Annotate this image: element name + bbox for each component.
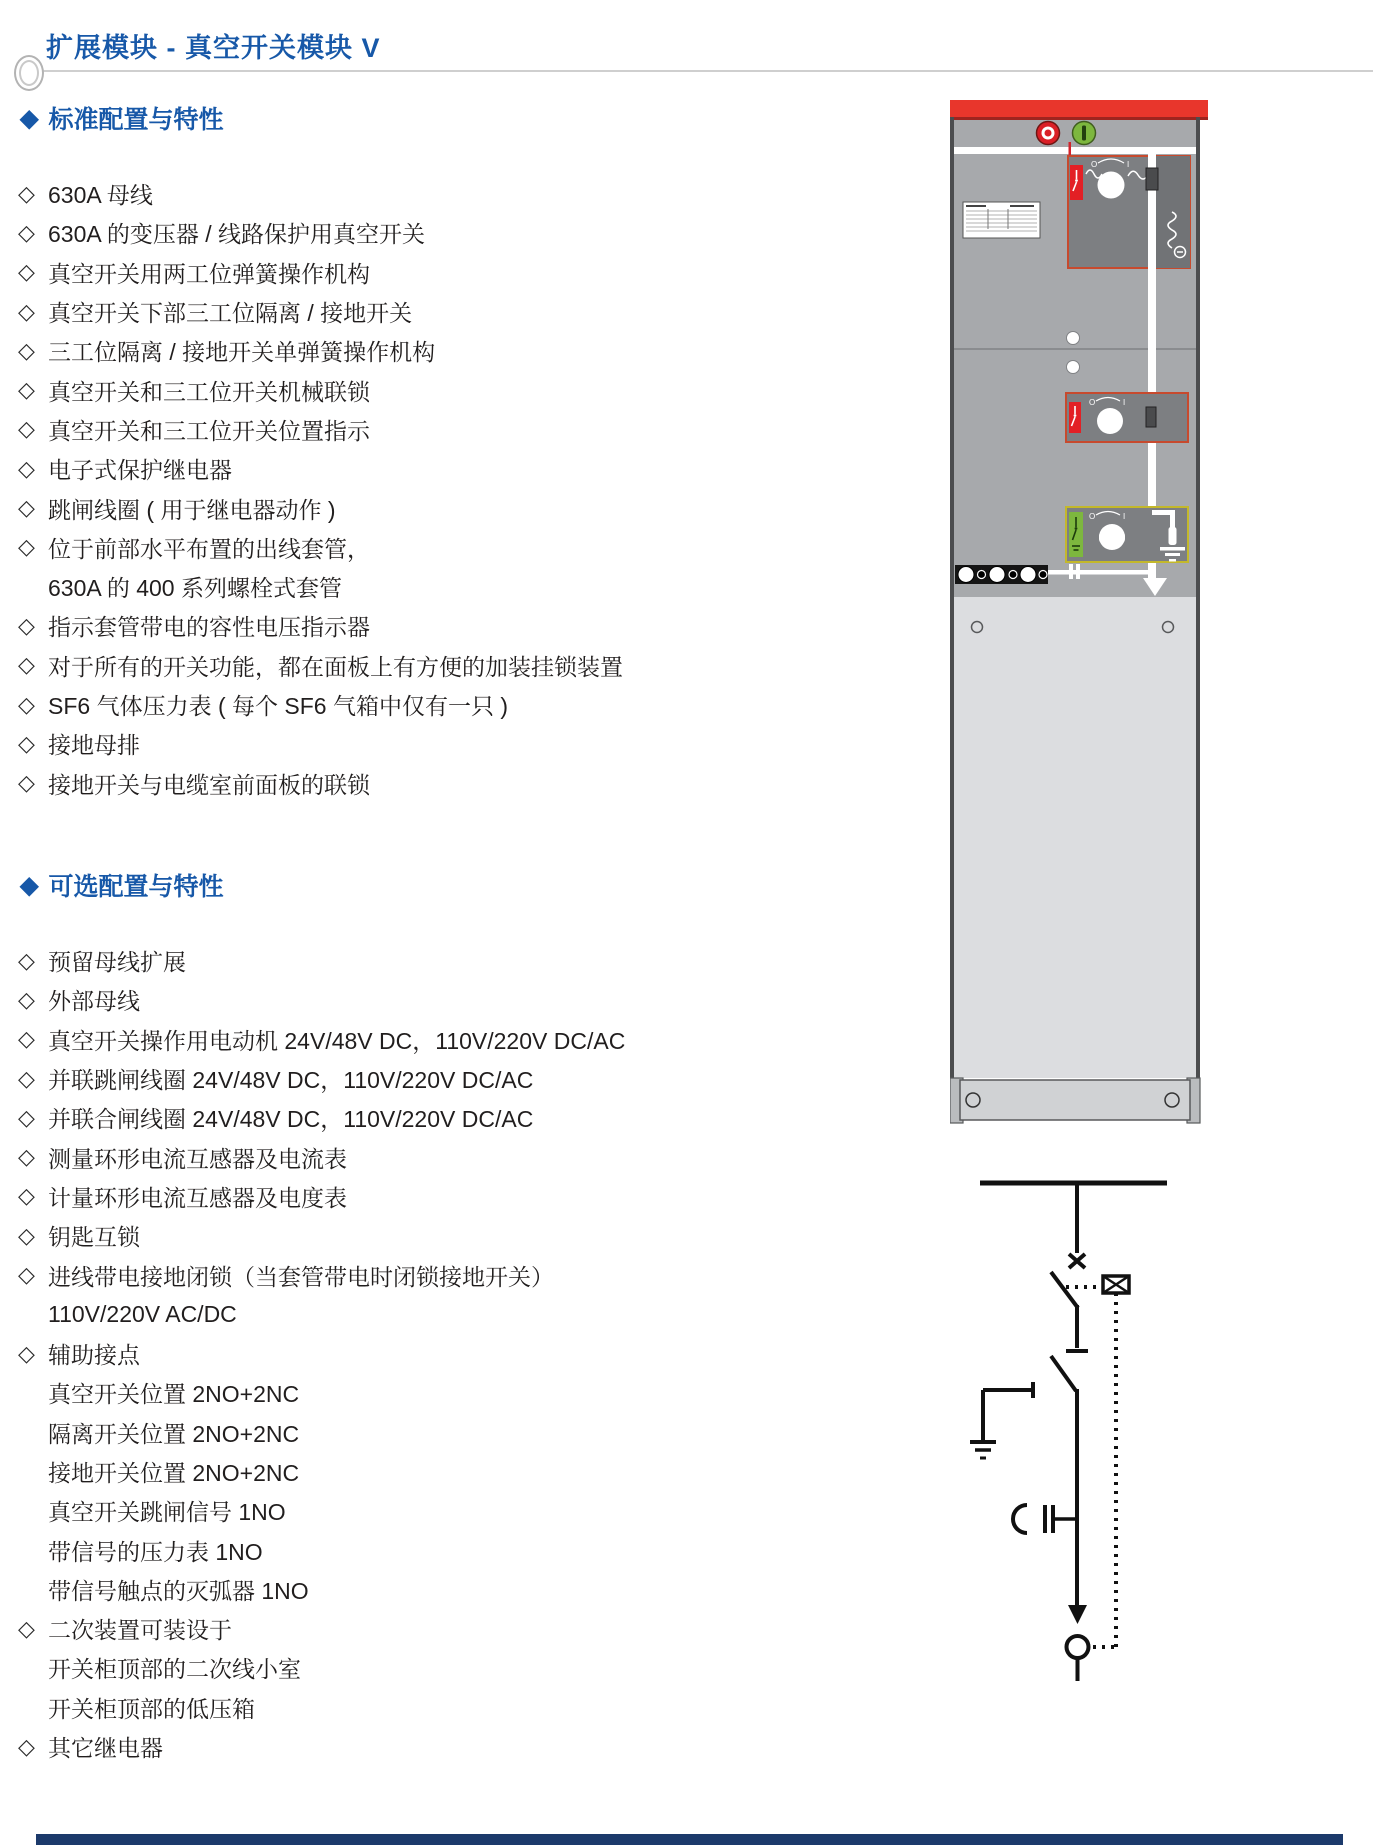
feature-item-text: 钥匙互锁 xyxy=(48,1224,140,1251)
feature-item-text: 110V/220V AC/DC xyxy=(48,1300,237,1327)
diamond-bullet-icon: ◇ xyxy=(18,259,35,285)
feature-item xyxy=(18,488,758,527)
panel-hole xyxy=(1067,332,1080,345)
feature-item xyxy=(18,1255,758,1294)
busbar-coupler xyxy=(1146,168,1158,190)
feature-item-text: 真空开关跳闸信号 1NO xyxy=(48,1499,286,1526)
diamond-marker-icon: ◆ xyxy=(20,104,39,132)
operating-shaft-socket xyxy=(1099,524,1125,550)
single-line-diagram xyxy=(945,1175,1215,1695)
feature-item xyxy=(18,174,758,213)
svg-text:O: O xyxy=(1089,512,1096,521)
feature-item xyxy=(18,1295,758,1334)
feature-item xyxy=(18,1570,758,1609)
feature-item-text: 开关柜顶部的低压箱 xyxy=(48,1695,255,1722)
svg-text:I: I xyxy=(1127,160,1130,169)
feature-item xyxy=(18,1373,758,1412)
optional-feature-list xyxy=(18,941,758,1766)
svg-text:O: O xyxy=(1089,398,1096,407)
feature-item-text: 带信号触点的灭弧器 1NO xyxy=(48,1577,309,1604)
header-divider xyxy=(34,70,1373,72)
disconnector-blade xyxy=(1051,1272,1078,1308)
feature-item xyxy=(18,1020,758,1059)
feature-item-text: 测量环形电流互感器及电流表 xyxy=(48,1145,347,1172)
diamond-bullet-icon: ◇ xyxy=(18,1262,35,1288)
feature-item-text: 真空开关位置 2NO+2NC xyxy=(48,1381,300,1408)
panel-hole xyxy=(1067,361,1080,374)
feature-item xyxy=(18,941,758,980)
diamond-bullet-icon: ◇ xyxy=(18,1144,35,1170)
diamond-bullet-icon: ◇ xyxy=(18,455,35,481)
feature-item xyxy=(18,763,758,802)
feature-item-text: 其它继电器 xyxy=(48,1735,163,1762)
diamond-bullet-icon: ◇ xyxy=(18,337,35,363)
diamond-bullet-icon: ◇ xyxy=(18,416,35,442)
feature-item-text: 对于所有的开关功能，都在面板上有方便的加装挂锁装置 xyxy=(48,653,623,680)
feature-item xyxy=(18,646,758,685)
button-link-line xyxy=(1069,142,1072,156)
feature-item-text: 并联合闸线圈 24V/48V DC，110V/220V DC/AC xyxy=(48,1106,534,1133)
earthing-switch-blade xyxy=(1051,1356,1076,1391)
feature-item-text: 真空开关和三工位开关机械联锁 xyxy=(48,378,370,405)
feature-item xyxy=(18,1177,758,1216)
feature-item xyxy=(18,1098,758,1137)
diamond-bullet-icon: ◇ xyxy=(18,691,35,717)
feature-item xyxy=(18,1137,758,1176)
section-header-optional xyxy=(20,867,223,903)
diamond-bullet-icon: ◇ xyxy=(18,180,35,206)
operating-shaft-socket xyxy=(1097,408,1123,434)
diamond-bullet-icon: ◇ xyxy=(18,652,35,678)
diamond-bullet-icon: ◇ xyxy=(18,612,35,638)
feature-item-text: 并联跳闸线圈 24V/48V DC，110V/220V DC/AC xyxy=(48,1067,534,1094)
diamond-bullet-icon: ◇ xyxy=(18,947,35,973)
vcb-mechanism-panel xyxy=(1068,156,1190,268)
feature-item-text: 计量环形电流互感器及电度表 xyxy=(48,1184,347,1211)
svg-text:I: I xyxy=(1123,512,1126,521)
feature-item-text: 隔离开关位置 2NO+2NC xyxy=(48,1420,300,1447)
feature-item-text: 真空开关下部三工位隔离 / 接地开关 xyxy=(48,300,413,327)
feature-item-text: 三工位隔离 / 接地开关单弹簧操作机构 xyxy=(48,339,436,366)
feature-item xyxy=(18,213,758,252)
svg-text:I: I xyxy=(1123,398,1126,407)
page-title: 扩展模块 - 真空开关模块 V xyxy=(46,33,381,63)
feature-item-text: 接地开关与电缆室前面板的联锁 xyxy=(48,771,370,798)
feature-item-text: SF6 气体压力表 ( 每个 SF6 气箱中仅有一只 ) xyxy=(48,693,509,719)
feature-item-text: 接地母排 xyxy=(48,732,140,759)
ground-symbol xyxy=(970,1442,996,1458)
feature-item xyxy=(18,1491,758,1530)
diamond-bullet-icon: ◇ xyxy=(18,730,35,756)
feature-item xyxy=(18,292,758,331)
feature-item xyxy=(18,685,758,724)
section-title: 标准配置与特性 xyxy=(48,106,224,134)
signal-dotted-line xyxy=(1066,1287,1116,1647)
feature-item xyxy=(18,410,758,449)
trip-relay-box xyxy=(1103,1276,1129,1293)
feature-item xyxy=(18,1727,758,1766)
three-position-mechanism-panel xyxy=(1066,393,1188,442)
diamond-bullet-icon: ◇ xyxy=(18,1733,35,1759)
diamond-bullet-icon: ◇ xyxy=(18,377,35,403)
feature-item xyxy=(18,370,758,409)
diamond-bullet-icon: ◇ xyxy=(18,1340,35,1366)
svg-text:O: O xyxy=(1091,160,1098,169)
footer-bar xyxy=(36,1834,1343,1845)
feature-item-text: 预留母线扩展 xyxy=(48,949,186,976)
feature-item-text: 电子式保护继电器 xyxy=(48,457,232,484)
feature-item-text: 进线带电接地闭锁（当套管带电时闭锁接地开关） xyxy=(48,1263,554,1290)
cabinet-red-top-bar xyxy=(950,100,1208,117)
cable-bushing-strip xyxy=(955,565,1048,584)
cabinet-lower-door xyxy=(950,597,1200,1078)
feature-item xyxy=(18,253,758,292)
busbar-coupler xyxy=(1146,407,1156,427)
diamond-bullet-icon: ◇ xyxy=(18,1183,35,1209)
section-header-standard xyxy=(20,100,223,136)
feature-item-text: 接地开关位置 2NO+2NC xyxy=(48,1460,300,1486)
diamond-bullet-icon: ◇ xyxy=(18,1104,35,1130)
feature-item-text: 真空开关操作用电动机 24V/48V DC，110V/220V DC/AC xyxy=(48,1027,626,1054)
diamond-bullet-icon: ◇ xyxy=(18,495,35,521)
feature-item xyxy=(18,567,758,606)
diamond-bullet-icon: ◇ xyxy=(18,219,35,245)
feature-item xyxy=(18,1530,758,1569)
feature-item xyxy=(18,724,758,763)
section-title: 可选配置与特性 xyxy=(48,873,224,901)
capacitive-voltage-indicator xyxy=(1013,1505,1077,1533)
feature-item-text: 跳闸线圈 ( 用于继电器动作 ) xyxy=(48,496,336,523)
feature-item-text: 630A 母线 xyxy=(48,182,153,209)
feature-item-text: 630A 的 400 系列螺栓式套管 xyxy=(48,575,342,602)
diamond-bullet-icon: ◇ xyxy=(18,298,35,324)
feature-item-text: 630A 的变压器 / 线路保护用真空开关 xyxy=(48,221,426,248)
feature-item xyxy=(18,528,758,567)
feature-item xyxy=(18,1609,758,1648)
feature-item-text: 位于前部水平布置的出线套管， xyxy=(48,535,370,562)
feature-item-text: 辅助接点 xyxy=(48,1342,140,1369)
feature-item xyxy=(18,1413,758,1452)
feature-item xyxy=(18,1688,758,1727)
feature-item xyxy=(18,1648,758,1687)
feature-item xyxy=(18,980,758,1019)
feature-item xyxy=(18,449,758,488)
feature-item-text: 开关柜顶部的二次线小室 xyxy=(48,1656,301,1683)
off-push-button xyxy=(1037,122,1060,145)
feature-item-text: 二次装置可装设于 xyxy=(48,1617,232,1644)
diamond-bullet-icon: ◇ xyxy=(18,1065,35,1091)
cabinet-base xyxy=(950,1078,1200,1123)
earthing-switch-panel xyxy=(1066,507,1188,562)
feature-item xyxy=(18,1334,758,1373)
diamond-bullet-icon: ◇ xyxy=(18,1026,35,1052)
feature-item xyxy=(18,1059,758,1098)
feature-item-text: 真空开关用两工位弹簧操作机构 xyxy=(48,260,370,287)
feature-item-text: 指示套管带电的容性电压指示器 xyxy=(48,614,370,641)
feature-item xyxy=(18,1216,758,1255)
diamond-bullet-icon: ◇ xyxy=(18,1615,35,1641)
switchgear-cabinet-illustration xyxy=(950,100,1213,1135)
diamond-marker-icon: ◆ xyxy=(20,871,39,899)
feature-item xyxy=(18,1452,758,1491)
diamond-bullet-icon: ◇ xyxy=(18,986,35,1012)
diamond-bullet-icon: ◇ xyxy=(18,534,35,560)
nameplate xyxy=(963,202,1040,238)
feature-item-text: 真空开关和三工位开关位置指示 xyxy=(48,417,370,444)
ring-decoration-icon xyxy=(14,55,44,91)
feature-item xyxy=(18,606,758,645)
standard-feature-list xyxy=(18,174,758,803)
diamond-bullet-icon: ◇ xyxy=(18,1222,35,1248)
cable-arrow xyxy=(1068,1605,1087,1624)
diamond-bullet-icon: ◇ xyxy=(18,770,35,796)
feature-item-text: 外部母线 xyxy=(48,988,140,1015)
vacuum-breaker-cross-icon xyxy=(1069,1254,1085,1268)
current-transformer-circle xyxy=(1067,1636,1089,1658)
on-push-button xyxy=(1073,122,1096,145)
feature-item xyxy=(18,331,758,370)
feature-item-text: 带信号的压力表 1NO xyxy=(48,1538,263,1565)
